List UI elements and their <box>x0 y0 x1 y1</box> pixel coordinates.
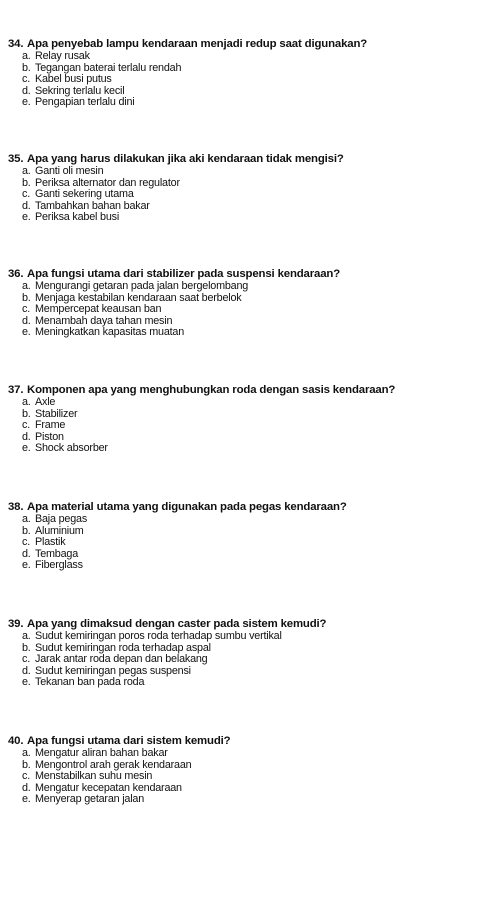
question-number: 39. <box>8 618 24 630</box>
option-text: Mengatur aliran bahan bakar <box>35 747 168 759</box>
question-text: Komponen apa yang menghubungkan roda dengan sasis kendaraan? <box>27 384 396 396</box>
option-letter: b. <box>22 61 31 74</box>
option-text: Kabel busi putus <box>35 73 112 85</box>
option-text: Stabilizer <box>35 407 78 420</box>
option-letter: b. <box>22 641 31 654</box>
option-list <box>22 631 282 689</box>
option-text: Tekanan ban pada roda <box>35 676 145 688</box>
option-letter: c. <box>22 419 30 431</box>
option-letter: d. <box>22 314 31 327</box>
question-number: 36. <box>8 268 24 280</box>
option-letter: b. <box>22 758 31 771</box>
option-text: Axle <box>35 396 56 408</box>
option-letter: d. <box>22 664 31 677</box>
option-text: Periksa alternator dan regulator <box>35 176 180 189</box>
option-text: Menambah daya tahan mesin <box>35 314 173 327</box>
option-letter: d. <box>22 430 31 443</box>
option-text: Aluminium <box>35 524 84 537</box>
question-text: Apa yang dimaksud dengan caster pada sistem kemudi? <box>27 618 327 630</box>
question-text: Apa material utama yang digunakan pada pegas kendaraan? <box>27 501 347 513</box>
question-title <box>8 152 344 166</box>
question-title <box>8 500 347 514</box>
question-text: Apa fungsi utama dari sistem kemudi? <box>27 735 231 747</box>
option-text: Fiberglass <box>35 559 83 571</box>
option-letter: c. <box>22 536 30 548</box>
option-e <box>22 794 191 806</box>
option-text: Ganti oli mesin <box>35 165 104 177</box>
question-title <box>8 734 230 748</box>
option-letter: e. <box>22 559 31 571</box>
option-letter: d. <box>22 781 31 794</box>
option-letter: a. <box>22 630 31 642</box>
question-title <box>8 267 340 281</box>
option-letter: c. <box>22 303 30 315</box>
option-e <box>22 677 282 689</box>
option-letter: a. <box>22 747 31 759</box>
option-letter: d. <box>22 84 31 97</box>
option-letter: e. <box>22 326 31 338</box>
option-letter: a. <box>22 280 31 292</box>
option-text: Tegangan baterai terlalu rendah <box>35 61 182 74</box>
option-text: Pengapian terlalu dini <box>35 96 135 108</box>
option-list <box>22 514 87 572</box>
option-e <box>22 560 87 572</box>
option-text: Mengatur kecepatan kendaraan <box>35 781 182 794</box>
option-letter: a. <box>22 165 31 177</box>
question-text: Apa fungsi utama dari stabilizer pada suspensi kendaraan? <box>27 268 341 280</box>
question-number: 37. <box>8 384 24 396</box>
option-text: Menstabilkan suhu mesin <box>35 770 153 782</box>
question-number: 38. <box>8 501 24 513</box>
question-number: 35. <box>8 153 24 165</box>
option-text: Meningkatkan kapasitas muatan <box>35 326 185 338</box>
option-text: Mengurangi getaran pada jalan bergelombang <box>35 280 249 292</box>
option-list <box>22 748 191 806</box>
option-text: Shock absorber <box>35 442 108 454</box>
option-letter: e. <box>22 211 31 223</box>
option-text: Sekring terlalu kecil <box>35 84 125 97</box>
option-list <box>22 397 108 455</box>
option-letter: c. <box>22 770 30 782</box>
option-list <box>22 281 248 339</box>
option-text: Mengontrol arah gerak kendaraan <box>35 758 192 771</box>
option-text: Plastik <box>35 536 66 548</box>
question-title <box>8 617 326 631</box>
option-letter: d. <box>22 199 31 212</box>
option-letter: e. <box>22 793 31 805</box>
option-e <box>22 212 180 224</box>
option-text: Frame <box>35 419 66 431</box>
question-text: Apa penyebab lampu kendaraan menjadi redup saat digunakan? <box>27 38 368 50</box>
option-text: Periksa kabel busi <box>35 211 120 223</box>
option-list <box>22 166 180 224</box>
question-title <box>8 37 367 51</box>
option-letter: a. <box>22 513 31 525</box>
option-text: Relay rusak <box>35 50 90 62</box>
option-text: Menjaga kestabilan kendaraan saat berbelok <box>35 291 242 304</box>
option-text: Baja pegas <box>35 513 88 525</box>
option-letter: c. <box>22 653 30 665</box>
option-text: Sudut kemiringan pegas suspensi <box>35 664 191 677</box>
option-letter: c. <box>22 73 30 85</box>
option-letter: d. <box>22 547 31 560</box>
option-letter: e. <box>22 96 31 108</box>
option-text: Tembaga <box>35 547 79 560</box>
question-text: Apa yang harus dilakukan jika aki kendaraan tidak mengisi? <box>27 153 344 165</box>
option-text: Tambahkan bahan bakar <box>35 199 150 212</box>
question-number: 40. <box>8 735 24 747</box>
option-letter: b. <box>22 524 31 537</box>
option-e <box>22 443 108 455</box>
option-list <box>22 51 181 109</box>
option-letter: b. <box>22 407 31 420</box>
question-title <box>8 383 395 397</box>
option-letter: b. <box>22 291 31 304</box>
option-text: Menyerap getaran jalan <box>35 793 145 805</box>
option-letter: e. <box>22 442 31 454</box>
option-letter: a. <box>22 396 31 408</box>
option-letter: b. <box>22 176 31 189</box>
option-letter: e. <box>22 676 31 688</box>
option-text: Piston <box>35 430 64 443</box>
question-number: 34. <box>8 38 24 50</box>
option-letter: c. <box>22 188 30 200</box>
option-e <box>22 97 181 109</box>
option-e <box>22 327 248 339</box>
option-text: Sudut kemiringan roda terhadap aspal <box>35 641 211 654</box>
option-text: Sudut kemiringan poros roda terhadap sumbu vertikal <box>35 630 282 642</box>
option-letter: a. <box>22 50 31 62</box>
option-text: Ganti sekering utama <box>35 188 134 200</box>
option-text: Jarak antar roda depan dan belakang <box>35 653 208 665</box>
option-text: Mempercepat keausan ban <box>35 303 162 315</box>
